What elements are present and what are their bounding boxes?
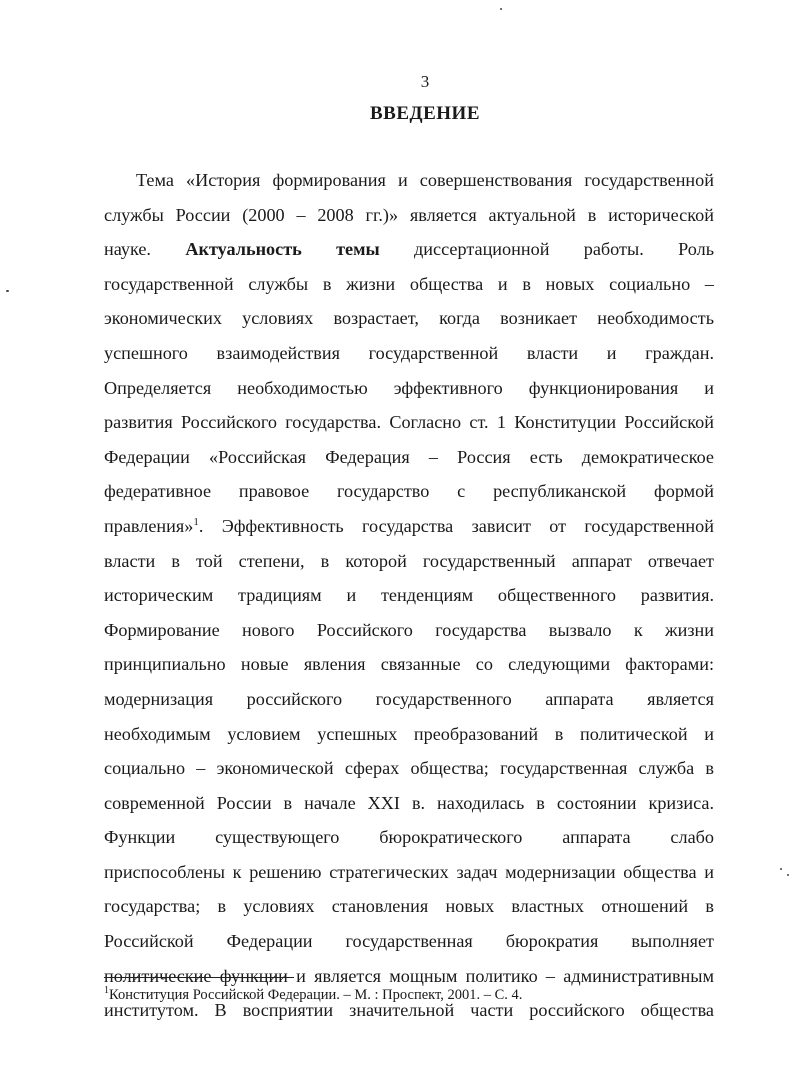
- scan-speck: [6, 290, 9, 292]
- paragraph-line: историческим традициям и тенденциям общественного развития.: [104, 585, 714, 606]
- paragraph-line: институтом. В восприятии значительной части российского общества: [104, 1000, 714, 1021]
- paragraph-line: службы России (2000 – 2008 гг.)» является актуальной в исторической: [104, 204, 714, 225]
- scan-speck: [780, 868, 782, 870]
- paragraph-line: социально – экономической сферах общества; государственная служба в: [104, 758, 714, 779]
- paragraph-line: экономических условиях возрастает, когда возникает необходимость: [104, 308, 714, 329]
- footnote-text: Конституция Российской Федерации. – М. : Проспект, 2001. – С. 4.: [109, 987, 523, 1003]
- footnote-reference: 1: [193, 515, 199, 528]
- paragraph-line: [104, 509, 714, 544]
- paragraph-line: государственной службы в жизни общества и в новых социально –: [104, 273, 714, 294]
- line-text: . Эффективность государства зависит от государственной: [198, 515, 714, 536]
- paragraph-line: государства; в условиях становления новых властных отношений в: [104, 896, 714, 917]
- paragraph-line: развития Российского государства. Согласно ст. 1 Конституции Российской: [104, 412, 714, 433]
- footnote: [104, 987, 522, 1004]
- paragraph-line: современной России в начале XXI в. находилась в состоянии кризиса.: [104, 792, 714, 813]
- paragraph-line: Российской Федерации государственная бюрократия выполняет: [104, 931, 714, 952]
- paragraph-line: [104, 232, 714, 267]
- body-paragraph: [104, 163, 714, 1028]
- paragraph-line: приспособлены к решению стратегических задач модернизации общества и: [104, 861, 714, 882]
- paragraph-line: принципиально новые явления связанные со следующими факторами:: [104, 654, 714, 675]
- paragraph-line: успешного взаимодействия государственной власти и граждан.: [104, 342, 714, 363]
- footnote-divider: [104, 977, 294, 978]
- paragraph-line: модернизация российского государственного аппарата является: [104, 688, 714, 709]
- section-heading: ВВЕДЕНИЕ: [370, 103, 480, 124]
- paragraph-line: необходимым условием успешных преобразований в политической и: [104, 723, 714, 744]
- paragraph-line: Тема «История формирования и совершенствования государственной: [136, 170, 714, 190]
- emphasis-text: Актуальность темы: [185, 239, 380, 260]
- paragraph-line: федеративное правовое государство с республиканской формой: [104, 481, 714, 502]
- scan-speck: [787, 874, 789, 876]
- footnote-marker: 1: [104, 985, 109, 996]
- line-text: диссертационной работы. Роль: [414, 239, 714, 260]
- line-text: науке.: [104, 239, 151, 260]
- line-text: правления»: [104, 515, 194, 536]
- page-number: 3: [420, 72, 430, 91]
- paragraph-line: Федерации «Российская Федерация – Россия есть демократическое: [104, 446, 714, 467]
- paragraph-line: политические функции и является мощным политико – административным: [104, 965, 714, 986]
- paragraph-line: Формирование нового Российского государства вызвало к жизни: [104, 619, 714, 640]
- paragraph-line: власти в той степени, в которой государственный аппарат отвечает: [104, 550, 714, 571]
- paragraph-line: Определяется необходимостью эффективного функционирования и: [104, 377, 714, 398]
- scan-speck: [500, 8, 502, 10]
- paragraph-line: Функции существующего бюрократического аппарата слабо: [104, 827, 714, 848]
